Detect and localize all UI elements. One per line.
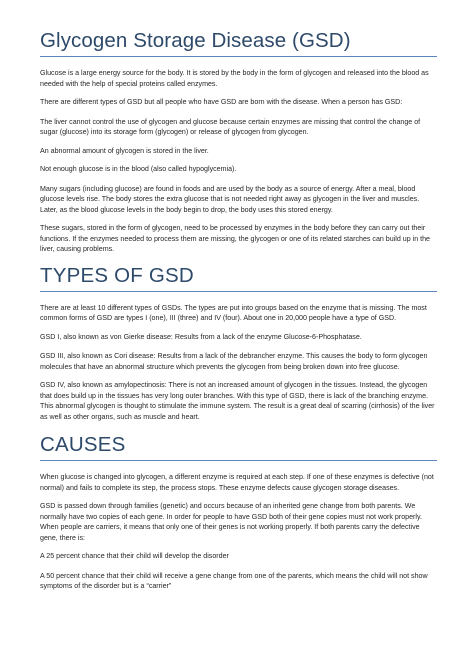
intro-paragraph-4: An abnormal amount of glycogen is stored in the liver.: [40, 146, 209, 155]
intro-paragraph-3: The liver cannot control the use of glycogen and glucose because certain enzymes are missing that control the change of sugar (glucose) into its storage form (glycogen) or release of glycogen from glycogen.: [40, 117, 421, 136]
intro-paragraph-2: There are different types of GSD but all people who have GSD are born with the disease. When a person has GSD:: [40, 98, 403, 106]
section-heading-types: TYPES OF GSD: [40, 263, 194, 287]
intro-paragraph-6: Many sugars (including glucose) are found in foods and are used by the body as a source of energy. After a meal, blood glucose levels rise. The body stores the extra glucose that is not needed right away as glycogen in the liver and muscles. Later, as the blood glucose levels in the body begin to drop, the body uses this stored energy.: [40, 184, 420, 214]
types-paragraph-1: There are at least 10 different types of GSDs. The types are put into groups based on the enzyme that is missing. The most common forms of GSD are types I (one), III (three) and IV (four). About one in 20,000 people have a type of GSD.: [40, 303, 427, 322]
types-paragraph-3: GSD III, also known as Cori disease: Results from a lack of the debrancher enzyme. This causes the body to form glycogen molecules that have an abnormal structure which prevents the glycogen from being broken down into free glucose.: [40, 352, 428, 371]
title-rule: [40, 56, 437, 57]
types-paragraph-2: GSD I, also known as von Gierke disease: Results from a lack of the enzyme Glucose-6-Phosphatase.: [40, 332, 362, 341]
causes-paragraph-4: A 50 percent chance that their child will receive a gene change from one of the parents, which means the child will not show symptoms of the disorder but is a “carrier”: [40, 571, 428, 590]
intro-paragraph-1: Glucose is a large energy source for the body. It is stored by the body in the form of glycogen and released into the blood as needed with the help of special proteins called enzymes.: [40, 69, 429, 88]
causes-paragraph-3: A 25 percent chance that their child will develop the disorder: [40, 552, 229, 560]
causes-paragraph-2: GSD is passed down through families (genetic) and occurs because of an inherited gene change from both parents. We normally have two copies of each gene. In order for people to have GSD both of their gene copies must not work properly. When people are carriers, it means that only one of their genes is not working properly. If both parents carry the defective gene, there is:: [40, 502, 422, 542]
types-paragraph-4: GSD IV, also known as amylopectinosis: There is not an increased amount of glycogen in the tissues. Instead, the glycogen that does build up in the tissues has very long outer branches. With this type of GSD, there is lack of the branching enzyme. This abnormal glycogen is thought to stimulate the immune system. The result is a great deal of scarring (cirrhosis) of the liver as well as other organs, such as muscle and heart.: [40, 381, 435, 421]
intro-paragraph-5: Not enough glucose is in the blood (also called hypoglycemia).: [40, 165, 237, 173]
page-title: Glycogen Storage Disease (GSD): [40, 29, 351, 52]
types-rule: [40, 291, 437, 292]
section-heading-causes: CAUSES: [40, 433, 126, 456]
intro-paragraph-7: These sugars, stored in the form of glycogen, need to be processed by enzymes in the body before they can carry out their functions. If the enzymes needed to process them are missing, the glycogen or one of its related starches can build up in the liver, causing problems.: [40, 224, 430, 253]
causes-rule: [40, 460, 437, 461]
causes-paragraph-1: When glucose is changed into glycogen, a different enzyme is required at each step. If one of these enzymes is defective (not normal) and fails to complete its step, the process stops. These enzyme defects cause glycogen storage diseases.: [40, 473, 434, 492]
